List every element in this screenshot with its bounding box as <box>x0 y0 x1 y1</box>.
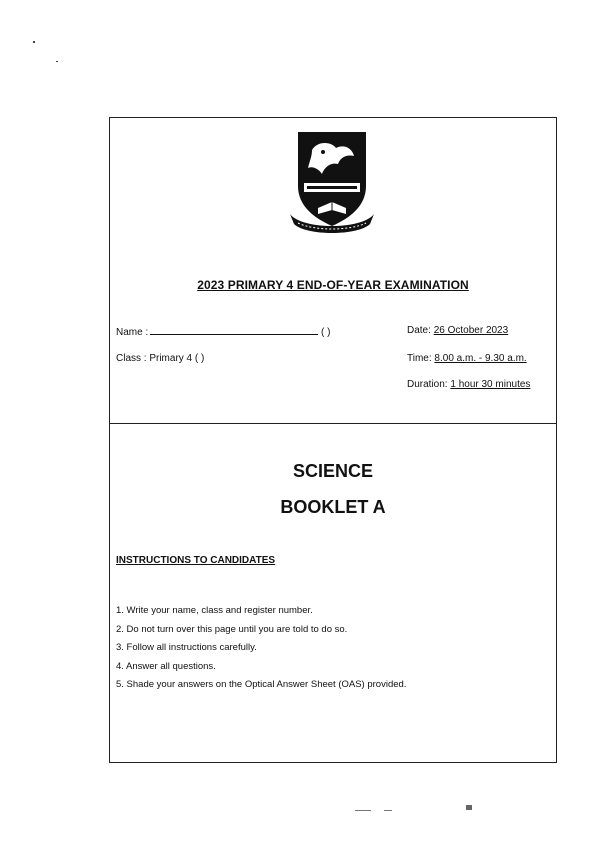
date-value: 26 October 2023 <box>433 325 509 336</box>
duration-value: 1 hour 30 minutes <box>450 379 531 390</box>
scan-speck <box>384 810 392 811</box>
scan-speck <box>33 41 35 43</box>
name-blank-line <box>150 325 318 335</box>
booklet-title: BOOKLET A <box>280 497 386 517</box>
scan-speck <box>466 805 472 810</box>
duration-label: Duration: <box>407 379 448 390</box>
register-brackets: ( ) <box>321 327 331 338</box>
name-label: Name : <box>116 327 149 338</box>
school-crest-icon <box>288 128 376 236</box>
instruction-item: 3. Follow all instructions carefully. <box>116 642 257 653</box>
instruction-item: 2. Do not turn over this page until you are told to do so. <box>116 623 348 635</box>
scan-speck <box>56 61 58 62</box>
instructions-heading: INSTRUCTIONS TO CANDIDATES <box>116 555 276 566</box>
time-label: Time: <box>407 353 432 364</box>
date-label: Date: <box>407 325 431 336</box>
exam-title: 2023 PRIMARY 4 END-OF-YEAR EXAMINATION <box>197 278 469 292</box>
time-field <box>407 353 527 364</box>
time-value: 8.00 a.m. - 9.30 a.m. <box>434 353 527 364</box>
scan-speck <box>355 810 371 811</box>
instruction-item: 5. Shade your answers on the Optical Answer Sheet (OAS) provided. <box>116 679 407 690</box>
instruction-item: 1. Write your name, class and register number. <box>116 605 313 616</box>
section-divider <box>110 423 556 424</box>
instructions-list <box>116 602 406 695</box>
date-field <box>407 325 508 336</box>
name-field <box>116 325 330 338</box>
subject-title: SCIENCE <box>292 461 373 481</box>
duration-field <box>407 379 530 390</box>
instruction-item: 4. Answer all questions. <box>116 660 216 672</box>
class-field: Class : Primary 4 ( ) <box>116 353 205 364</box>
exam-cover-frame <box>109 117 557 763</box>
